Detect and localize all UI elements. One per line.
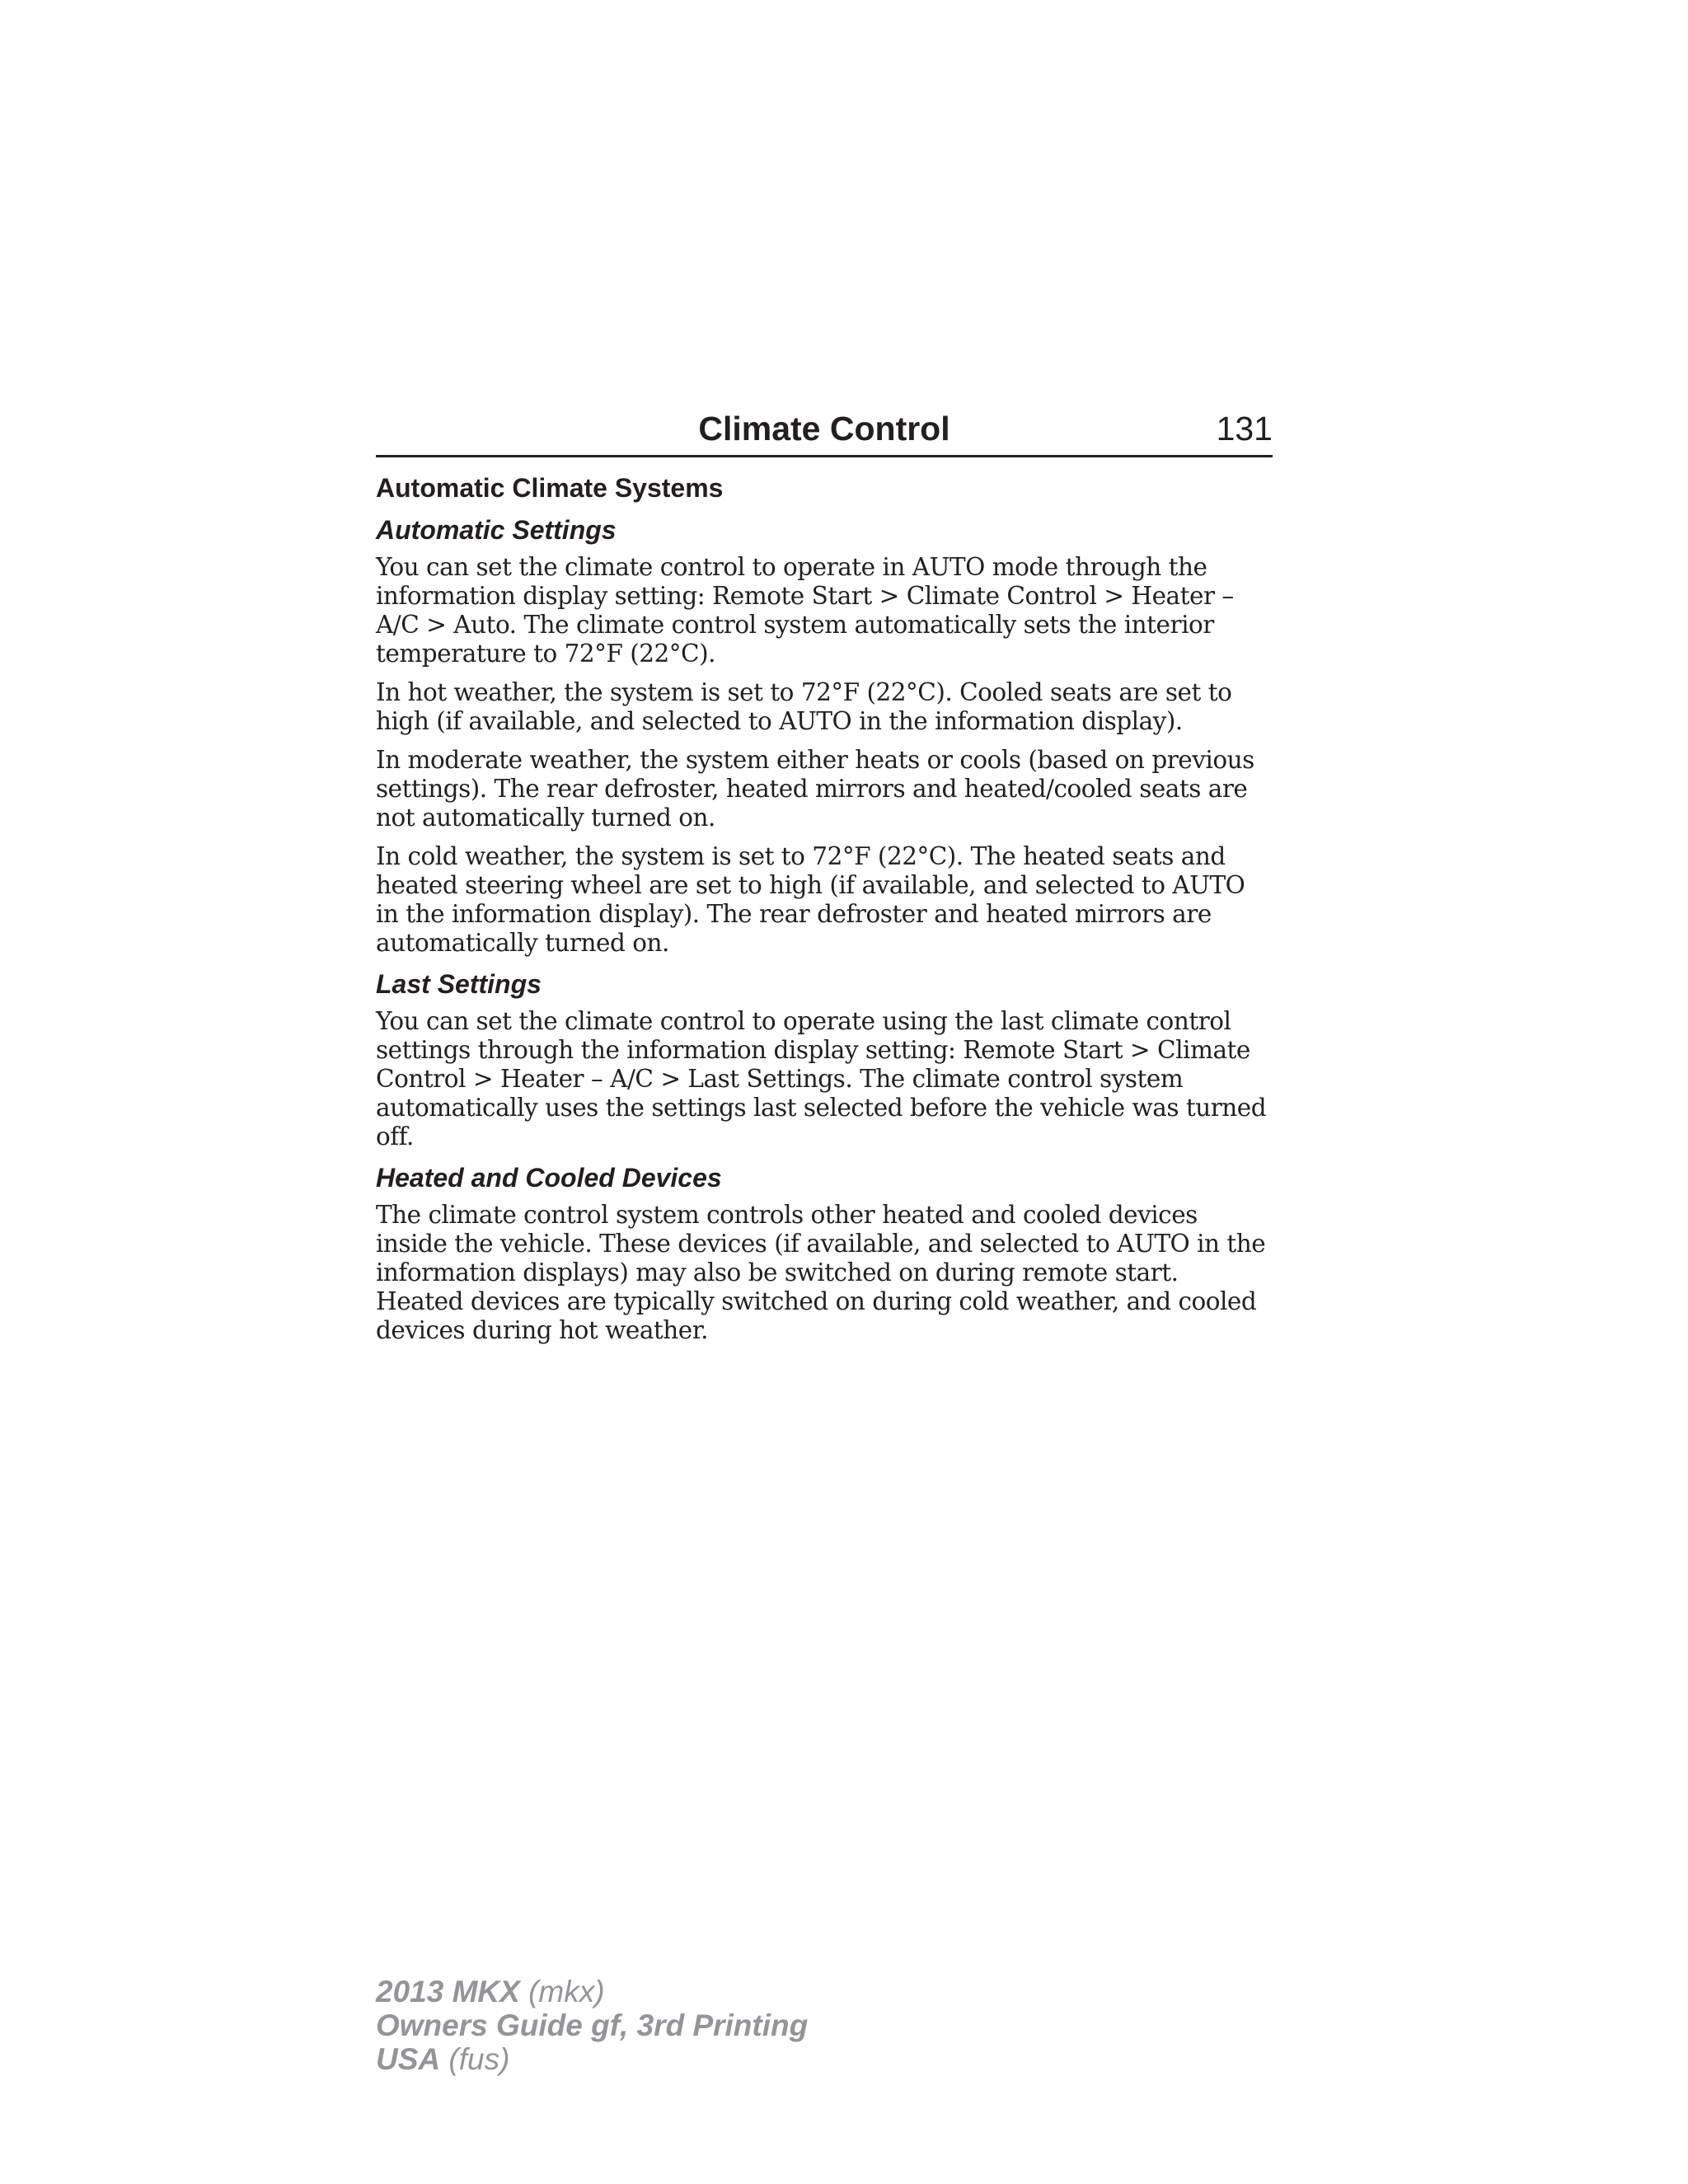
page-header xyxy=(376,405,1273,457)
footer-market-line xyxy=(376,2042,808,2076)
paragraph: In moderate weather, the system either heats or cools (based on previous settings). The rear defroster, heated mirrors and heated/cooled seats are not automatically turned on. xyxy=(376,746,1254,832)
paragraph: The climate control system controls other heated and cooled devices inside the vehicle. These devices (if available, and selected to AUTO in the information displays) may also be switched on during remote start. Heated devices are typically switched on during cold weather, and cooled devices during hot weather. xyxy=(376,1201,1266,1344)
chapter-title: Climate Control xyxy=(698,410,950,448)
paragraph: You can set the climate control to operate using the last climate control settings through the information display setting: Remote Start > Climate Control > Heater – A/C > Last Settings. The climate control system automatically uses the settings last selected before the vehicle was turned off. xyxy=(376,1007,1267,1151)
manual-page xyxy=(376,405,1273,1355)
last-settings-section xyxy=(376,968,1273,1151)
automatic-settings-section xyxy=(376,513,1273,958)
footer-model-code: (mkx) xyxy=(528,1975,605,2008)
heated-cooled-devices-section xyxy=(376,1161,1273,1345)
footer-guide-line xyxy=(376,2008,808,2042)
paragraph: In hot weather, the system is set to 72°F (22°C). Cooled seats are set to high (if available, and selected to AUTO in the information display). xyxy=(376,678,1232,735)
footer-market: USA xyxy=(376,2042,441,2076)
page-number: 131 xyxy=(1216,410,1273,448)
paragraph: You can set the climate control to operate in AUTO mode through the information display setting: Remote Start > Climate Control > Heater – A/C > Auto. The climate control system automatically sets the interior temperature to 72°F (22°C). xyxy=(376,553,1234,668)
section-title: Automatic Climate Systems xyxy=(376,473,724,503)
footer-model-line xyxy=(376,1975,808,2008)
automatic-settings-heading: Automatic Settings xyxy=(376,515,617,545)
page-footer xyxy=(376,1975,808,2076)
heated-cooled-devices-heading: Heated and Cooled Devices xyxy=(376,1163,722,1193)
footer-market-code: (fus) xyxy=(448,2042,510,2076)
footer-model: 2013 MKX xyxy=(376,1975,520,2008)
paragraph: In cold weather, the system is set to 72°F (22°C). The heated seats and heated steering wheel are set to high (if available, and selected to AUTO in the information display). The rear defroster and heated mirrors are automatically turned on. xyxy=(376,842,1245,957)
last-settings-heading: Last Settings xyxy=(376,969,542,999)
footer-guide: Owners Guide gf, 3rd Printing xyxy=(376,2008,809,2042)
